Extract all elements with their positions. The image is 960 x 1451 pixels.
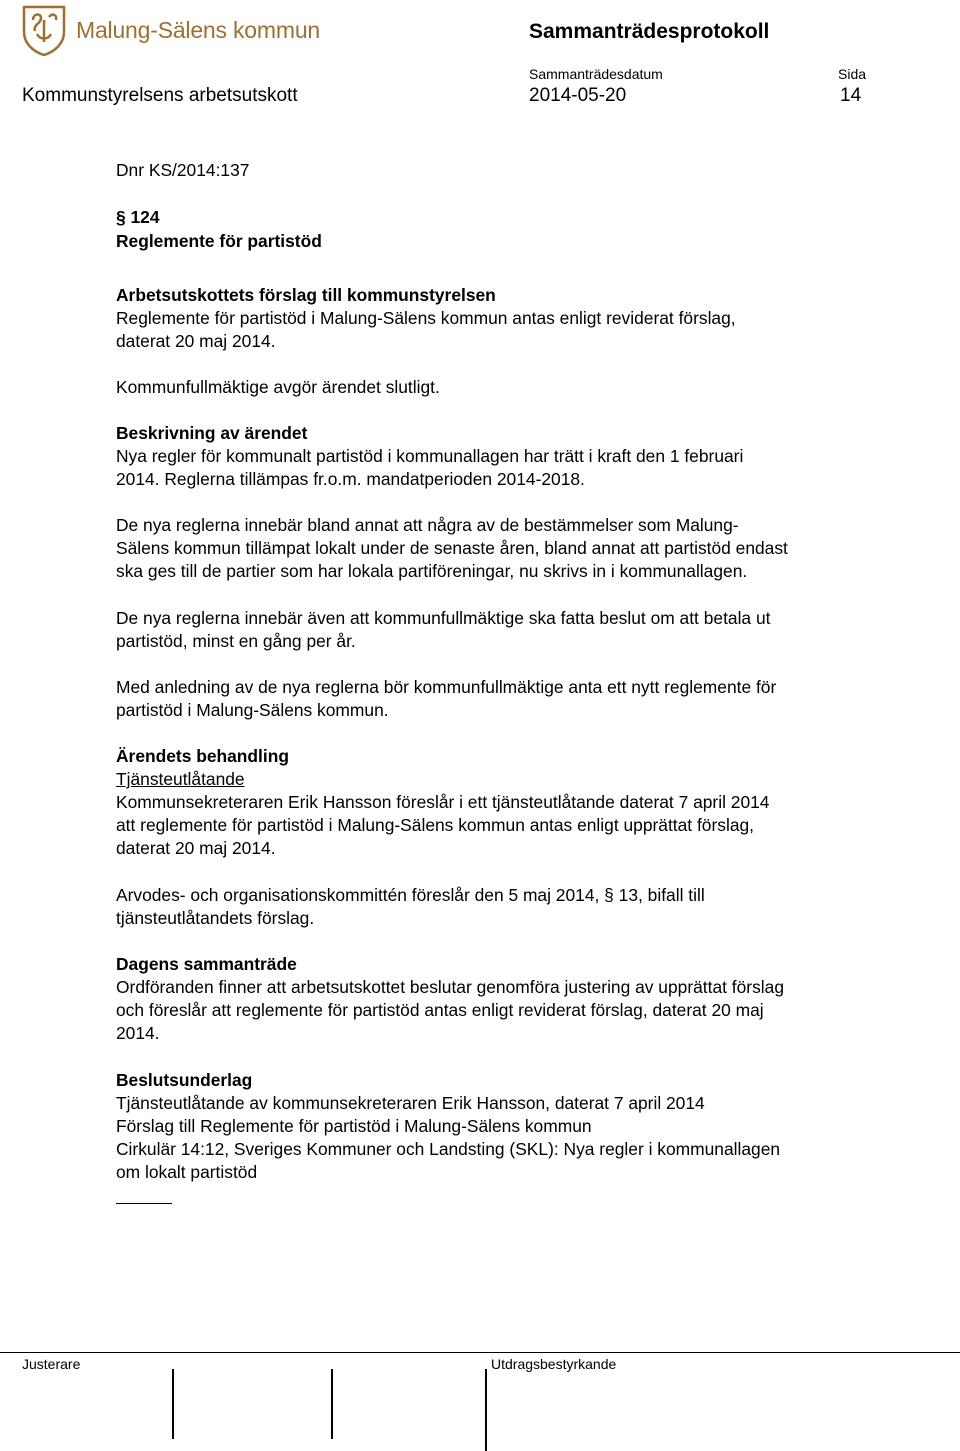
basis-line: Cirkulär 14:12, Sveriges Kommuner och Landsting (SKL): Nya regler i kommunallagen: [116, 1139, 781, 1159]
body-name: Kommunstyrelsens arbetsutskott: [22, 85, 298, 106]
footer-rule: [0, 1352, 960, 1353]
description-line: De nya reglerna innebär bland annat att några av de bestämmelser som Malung-: [116, 515, 739, 535]
handling-line: Arvodes- och organisationskommittén föreslår den 5 maj 2014, § 13, bifall till: [116, 885, 705, 905]
signature-divider: [331, 1369, 333, 1439]
section-number: § 124: [116, 207, 160, 227]
proposal-line: daterat 20 maj 2014.: [116, 331, 276, 351]
basis-heading: Beslutsunderlag: [116, 1070, 253, 1090]
description-heading: Beskrivning av ärendet: [116, 423, 308, 443]
case-title: Reglemente för partistöd: [116, 231, 322, 251]
page-number: 14: [840, 85, 862, 106]
handling-subheading: Tjänsteutlåtande: [116, 769, 245, 789]
signature-divider: [485, 1369, 487, 1451]
description-line: Med anledning av de nya reglerna bör kommunfullmäktige anta ett nytt reglemente för: [116, 677, 777, 697]
proposal-final: Kommunfullmäktige avgör ärendet slutligt.: [116, 377, 440, 397]
description-line: partistöd, minst en gång per år.: [116, 631, 356, 651]
coat-of-arms-icon: [21, 4, 67, 56]
municipality-logo: [21, 4, 320, 56]
handling-line: att reglemente för partistöd i Malung-Sälens kommun antas enligt upprättat förslag,: [116, 815, 754, 835]
meeting-date: 2014-05-20: [529, 85, 627, 106]
page-label: Sida: [838, 66, 867, 82]
case-number: Dnr KS/2014:137: [116, 160, 250, 180]
basis-line: om lokalt partistöd: [116, 1162, 258, 1182]
description-line: 2014. Reglerna tillämpas fr.o.m. mandatperioden 2014-2018.: [116, 469, 585, 489]
handling-line: Kommunsekreteraren Erik Hansson föreslår i ett tjänsteutlåtande daterat 7 april 2014: [116, 792, 770, 812]
signature-divider: [172, 1369, 174, 1439]
proposal-heading: Arbetsutskottets förslag till kommunstyrelsen: [116, 285, 496, 305]
end-rule: [116, 1203, 172, 1204]
logo-text: Malung-Sälens kommun: [76, 16, 321, 43]
utdragsbestyrkande-label: Utdragsbestyrkande: [491, 1356, 617, 1372]
description-line: ska ges till de partier som har lokala partiföreningar, nu skrivs in i kommunallagen.: [116, 561, 748, 581]
description-line: De nya reglerna innebär även att kommunfullmäktige ska fatta beslut om att betala ut: [116, 608, 771, 628]
description-line: Nya regler för kommunalt partistöd i kommunallagen har trätt i kraft den 1 februari: [116, 446, 744, 466]
description-line: Sälens kommun tillämpat lokalt under de senaste åren, bland annat att partistöd endast: [116, 538, 788, 558]
meeting-heading: Dagens sammanträde: [116, 954, 297, 974]
meeting-line: Ordföranden finner att arbetsutskottet beslutar genomföra justering av upprättat förslag: [116, 977, 784, 997]
handling-line: tjänsteutlåtandets förslag.: [116, 908, 315, 928]
date-label: Sammanträdesdatum: [529, 66, 663, 82]
handling-line: daterat 20 maj 2014.: [116, 838, 276, 858]
meeting-line: och föreslår att reglemente för partistöd antas enligt reviderat förslag, daterat 20 maj: [116, 1000, 764, 1020]
meeting-line: 2014.: [116, 1023, 160, 1043]
basis-line: Förslag till Reglemente för partistöd i Malung-Sälens kommun: [116, 1116, 592, 1136]
proposal-line: Reglemente för partistöd i Malung-Sälens kommun antas enligt reviderat förslag,: [116, 308, 736, 328]
description-line: partistöd i Malung-Sälens kommun.: [116, 700, 389, 720]
basis-line: Tjänsteutlåtande av kommunsekreteraren Erik Hansson, daterat 7 april 2014: [116, 1093, 705, 1113]
handling-heading: Ärendets behandling: [116, 746, 289, 766]
document-type: Sammanträdesprotokoll: [529, 20, 770, 43]
justerare-label: Justerare: [22, 1356, 81, 1372]
